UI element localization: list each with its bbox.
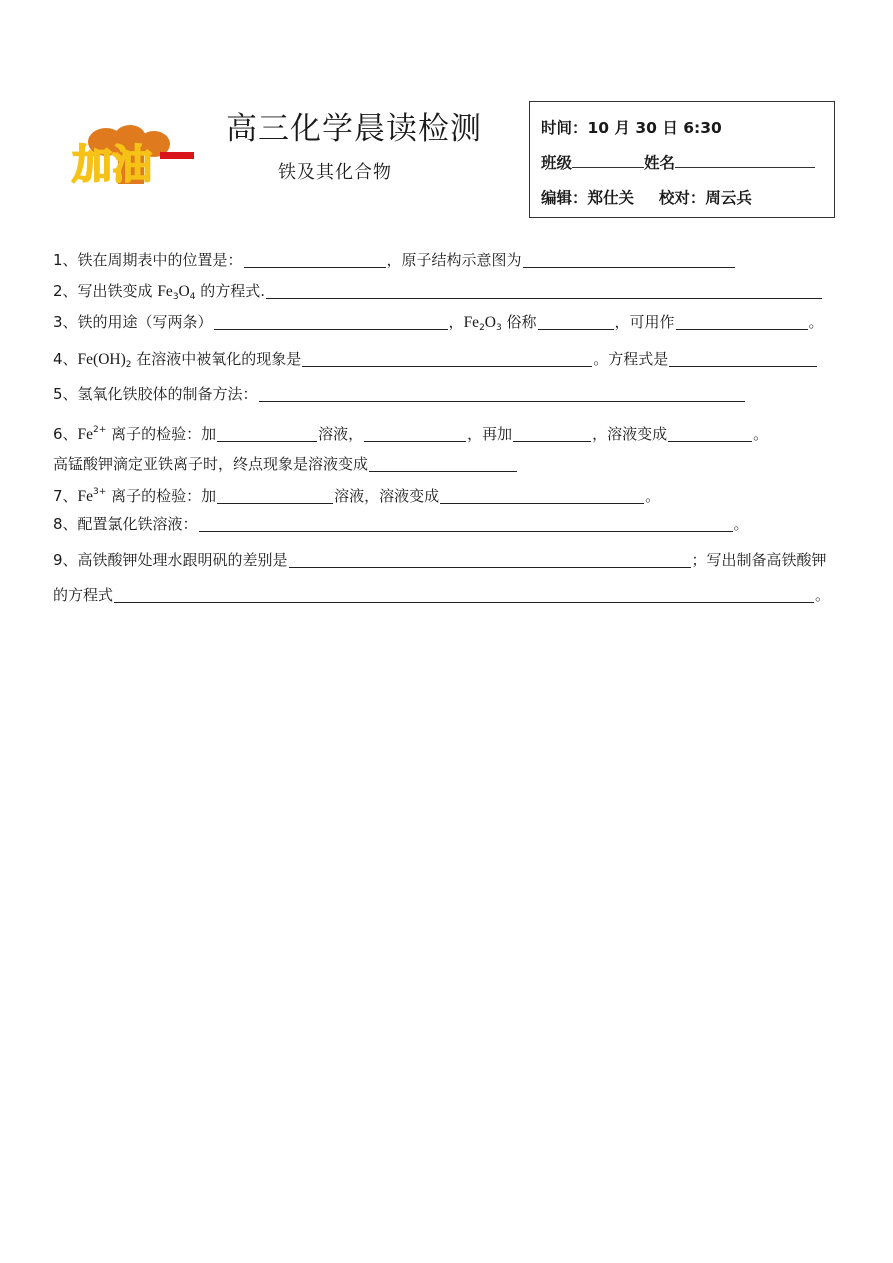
name-blank[interactable] — [675, 152, 815, 168]
q4-sub: 2 — [125, 360, 132, 370]
q6-period: 。 — [753, 425, 769, 443]
q3-fe: Fe — [463, 314, 480, 331]
q6-text-d: ，再加 — [467, 425, 513, 443]
q9b-period: 。 — [815, 586, 831, 604]
q6b-text: 高锰酸钾滴定亚铁离子时，终点现象是溶液变成 — [53, 455, 369, 473]
question-1 — [53, 250, 736, 270]
editor-line — [541, 186, 752, 208]
q3-text-d: ，可用作 — [614, 313, 675, 331]
q8-blank-method[interactable] — [199, 514, 733, 532]
q4-blank-phenomenon[interactable] — [302, 349, 592, 367]
q2-sub1: 3 — [172, 292, 179, 302]
info-box — [529, 101, 835, 218]
question-6-followup — [53, 454, 518, 474]
question-9 — [53, 550, 827, 570]
q7-period: 。 — [645, 487, 661, 505]
q5-blank-method[interactable] — [259, 384, 745, 402]
proof-label: 校对： — [658, 189, 706, 207]
q7-text-c: 溶液，溶液变成 — [334, 487, 440, 505]
jiayou-logo — [66, 124, 198, 188]
question-5 — [53, 384, 746, 404]
q6-text-c: 溶液， — [318, 425, 364, 443]
class-name-line — [541, 151, 815, 173]
q9-text-b: ；写出制备高铁酸钾 — [691, 551, 827, 569]
editor-label: 编辑： — [541, 189, 588, 207]
q3-comma: ， — [448, 313, 464, 331]
q7-text: 离子的检验：加 — [106, 487, 217, 505]
q2-blank-equation[interactable] — [266, 281, 822, 299]
q3-period: 。 — [808, 313, 824, 331]
q7-blank-reagent[interactable] — [217, 486, 333, 504]
q3-sub1: 2 — [479, 323, 485, 333]
question-2 — [53, 281, 823, 307]
q9b-blank-equation[interactable] — [114, 585, 814, 603]
q6-blank-reagent1[interactable] — [217, 424, 317, 442]
q7-num: 7、 — [53, 487, 78, 505]
q7-charge: 3+ — [93, 487, 107, 497]
proof-name: 周云兵 — [705, 189, 752, 207]
q1-text-b: ，原子结构示意图为 — [386, 251, 522, 269]
q4-formula: Fe(OH) — [77, 351, 126, 368]
q6-text-e: ，溶液变成 — [592, 425, 668, 443]
q3-sub2: 3 — [496, 323, 502, 333]
q2-text: 2、写出铁变成 — [53, 282, 158, 300]
q3-text: 3、铁的用途（写两条） — [53, 313, 213, 331]
q2-fe: Fe — [157, 283, 173, 300]
q3-blank-common-name[interactable] — [538, 312, 614, 330]
class-label: 班级 — [541, 154, 573, 172]
q1-blank-diagram[interactable] — [523, 250, 735, 268]
q6-charge: 2+ — [93, 425, 107, 435]
time-line — [541, 116, 722, 138]
q3-text-c: 俗称 — [501, 313, 537, 331]
question-4 — [53, 349, 818, 375]
time-value: 10 月 30 日 6:30 — [587, 119, 722, 137]
page-title: 高三化学晨读检测 — [226, 111, 482, 147]
question-3 — [53, 312, 824, 338]
q6-num: 6、 — [53, 425, 78, 443]
editor-name: 郑仕关 — [587, 189, 635, 207]
q6b-blank-endpoint[interactable] — [369, 454, 517, 472]
q1-text: 1、铁在周期表中的位置是： — [53, 251, 243, 269]
question-7 — [53, 482, 660, 507]
q6-text: 离子的检验：加 — [106, 425, 217, 443]
q6-blank-phenomenon1[interactable] — [364, 424, 466, 442]
q8-text: 8、配置氯化铁溶液： — [53, 515, 198, 533]
q9b-text: 的方程式 — [53, 586, 114, 604]
q3-blank-used-as[interactable] — [676, 312, 808, 330]
q6-fe: Fe — [77, 426, 94, 443]
class-blank[interactable] — [572, 152, 644, 168]
question-6 — [53, 420, 768, 445]
q4-num: 4、 — [53, 350, 78, 368]
q2-text-b: 的方程式. — [195, 282, 266, 300]
q3-blank-uses[interactable] — [214, 312, 448, 330]
q7-blank-color[interactable] — [440, 486, 644, 504]
q6-blank-color[interactable] — [668, 424, 752, 442]
q9-blank-difference[interactable] — [289, 550, 691, 568]
time-label: 时间： — [541, 119, 588, 137]
q8-period: 。 — [733, 515, 749, 533]
question-9-continued — [53, 585, 830, 605]
page-subtitle: 铁及其化合物 — [278, 162, 392, 183]
q4-blank-equation[interactable] — [669, 349, 817, 367]
q5-text: 5、氢氧化铁胶体的制备方法： — [53, 385, 258, 403]
q2-o: O — [178, 283, 190, 300]
q1-blank-position[interactable] — [244, 250, 386, 268]
q4-text: 在溶液中被氧化的现象是 — [131, 350, 302, 368]
logo-text: 加油 — [72, 142, 152, 188]
q3-o: O — [484, 314, 496, 331]
q9-text: 9、高铁酸钾处理水跟明矾的差别是 — [53, 551, 288, 569]
q6-blank-reagent2[interactable] — [513, 424, 591, 442]
question-8 — [53, 514, 749, 534]
logo-tag — [160, 152, 194, 159]
q4-text-c: 。方程式是 — [593, 350, 669, 368]
name-label: 姓名 — [644, 154, 676, 172]
q7-fe: Fe — [77, 488, 94, 505]
q2-sub2: 4 — [189, 292, 196, 302]
